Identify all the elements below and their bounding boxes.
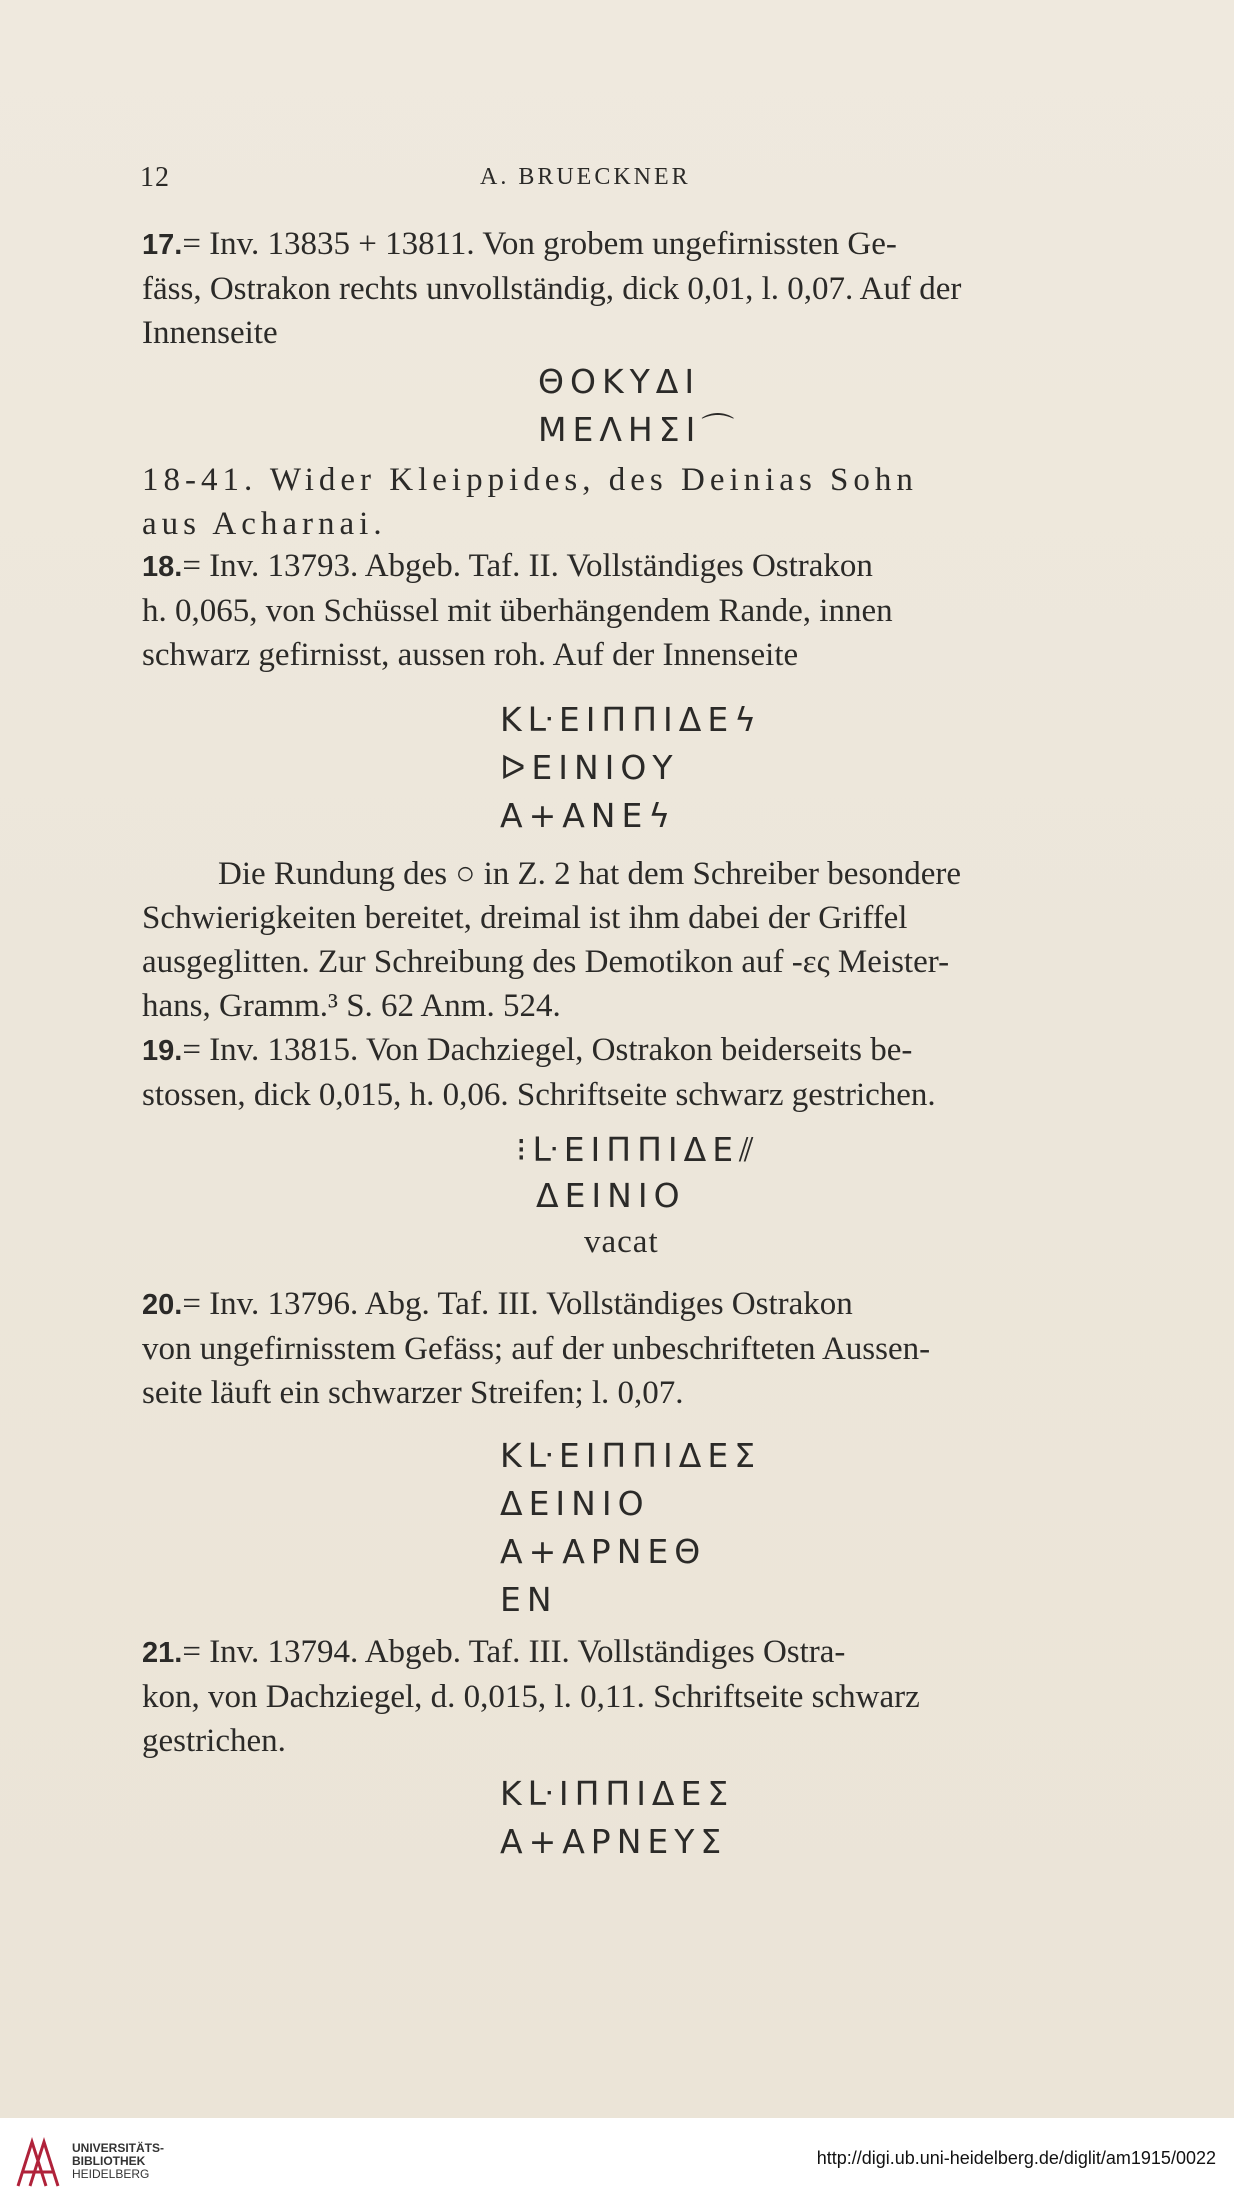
section-heading-line-1: 18-41. Wider Kleippides, des Deinias Sohn	[142, 462, 918, 498]
entry-text: = Inv. 13835 + 13811. Von grobem ungefirnissten Ge-	[182, 226, 897, 262]
entry-20-line-2: von ungefirnisstem Gefäss; auf der unbeschrifteten Aussen-	[142, 1331, 931, 1367]
entry-19-line-2: stossen, dick 0,015, h. 0,06. Schriftseite schwarz gestrichen.	[142, 1077, 936, 1113]
inscription-19-line-2: ΔΕΙΝΙΟ	[536, 1176, 686, 1215]
entry-number: 19.	[142, 1035, 183, 1067]
page-header	[0, 162, 1234, 202]
library-name	[72, 2142, 164, 2181]
entry-text: = Inv. 13796. Abg. Taf. III. Vollständiges Ostrakon	[182, 1286, 853, 1322]
inscription-17-line-2: ΜΕΛΗΣΙ⌒	[538, 410, 741, 449]
entry-21-line-1	[142, 1630, 1137, 1675]
comment-line-2: Schwierigkeiten bereitet, dreimal ist ihm dabei der Griffel	[142, 900, 908, 936]
section-heading	[142, 458, 1137, 546]
library-name-line-3: HEIDELBERG	[72, 2167, 150, 2181]
entry-19	[142, 1028, 1137, 1117]
inscription-18-line-3: Α+ΑΝΕϟ	[500, 796, 677, 835]
running-head: A. BRUECKNER	[480, 164, 691, 190]
comment-line-4: hans, Gramm.³ S. 62 Anm. 524.	[142, 988, 561, 1024]
entry-20	[142, 1282, 1137, 1415]
entry-18-comment	[142, 852, 1137, 1028]
entry-20-line-1	[142, 1282, 1137, 1327]
entry-number: 17.	[142, 229, 183, 261]
inscription-19-line-1: ⁝ᒷΕΙΠΠΙΔΕ⫽	[516, 1130, 760, 1169]
entry-18-line-2: h. 0,065, von Schüssel mit überhängendem Rande, innen	[142, 593, 893, 629]
inscription-20-line-3: Α+ΑΡΝΕΘ	[500, 1532, 707, 1571]
comment-line-3: ausgeglitten. Zur Schreibung des Demotikon auf -ες Meister-	[142, 944, 950, 980]
entry-21-line-2: kon, von Dachziegel, d. 0,015, l. 0,11. Schriftseite schwarz	[142, 1679, 920, 1715]
entry-20-line-3: seite läuft ein schwarzer Streifen; l. 0,07.	[142, 1375, 684, 1411]
entry-17-line-1	[142, 222, 1137, 267]
comment-line-1: Die Rundung des ○ in Z. 2 hat dem Schreiber besondere	[218, 856, 961, 892]
entry-text: = Inv. 13794. Abgeb. Taf. III. Vollständiges Ostra-	[182, 1634, 846, 1670]
inscription-21-line-2: Α+ΑΡΝΕΥΣ	[500, 1822, 728, 1861]
digitization-footer	[0, 2118, 1234, 2206]
entry-17-line-2: fäss, Ostrakon rechts unvollständig, dick 0,01, l. 0,07. Auf der	[142, 271, 962, 307]
entry-19-line-1	[142, 1028, 1137, 1073]
page-number: 12	[140, 162, 170, 193]
entry-18-line-3: schwarz gefirnisst, aussen roh. Auf der Innenseite	[142, 637, 799, 673]
entry-18-line-1	[142, 544, 1137, 589]
entry-number: 20.	[142, 1289, 183, 1321]
inscription-20-line-2: ΔΕΙΝΙΟ	[500, 1484, 650, 1523]
entry-number: 18.	[142, 551, 183, 583]
inscription-20-line-4: ΕΝ	[500, 1580, 558, 1619]
inscription-18-line-1: ΚᒷΕΙΠΠΙΔΕϟ	[500, 700, 762, 739]
entry-17-line-3: Innenseite	[142, 315, 278, 351]
inscription-21-line-1: ΚᒷΙΠΠΙΔΕΣ	[500, 1774, 735, 1813]
library-logo-icon	[12, 2134, 64, 2192]
inscription-18-line-2: ᐅΕΙΝΙΟΥ	[500, 748, 679, 787]
section-heading-line-2: aus Acharnai.	[142, 506, 387, 542]
entry-17	[142, 222, 1137, 355]
inscription-20-line-1: ΚᒷΕΙΠΠΙΔΕΣ	[500, 1436, 762, 1475]
entry-21-line-3: gestrichen.	[142, 1723, 286, 1759]
entry-text: = Inv. 13815. Von Dachziegel, Ostrakon beiderseits be-	[182, 1032, 913, 1068]
entry-18	[142, 544, 1137, 677]
entry-text: = Inv. 13793. Abgeb. Taf. II. Vollständiges Ostrakon	[182, 548, 873, 584]
permalink-url[interactable]: http://digi.ub.uni-heidelberg.de/diglit/am1915/0022	[816, 2148, 1216, 2168]
inscription-17-line-1: ΘΟΚΥΔΙ	[538, 362, 701, 401]
library-name-line-1: UNIVERSITÄTS-	[72, 2141, 165, 2155]
library-name-line-2: BIBLIOTHEK	[72, 2154, 146, 2168]
inscription-19-vacat: vacat	[584, 1224, 659, 1260]
entry-21	[142, 1630, 1137, 1763]
entry-number: 21.	[142, 1637, 183, 1669]
